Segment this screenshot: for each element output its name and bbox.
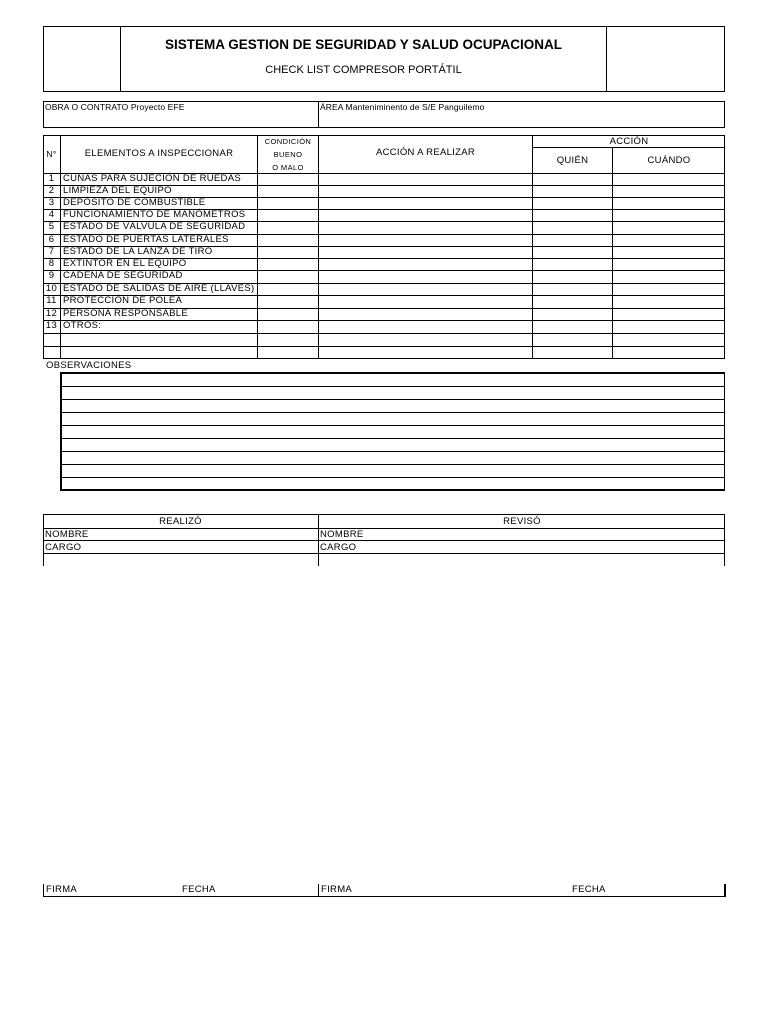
row-line (43, 346, 725, 347)
table-row-2-n: 2 (48, 185, 55, 196)
table-row-13-item: OTROS: (63, 320, 102, 331)
col-header-accion-realizar: ACCIÓN A REALIZAR (375, 147, 476, 158)
observaciones-line (61, 438, 725, 439)
header-logo-divider (120, 26, 121, 92)
observaciones-line (61, 399, 725, 400)
signature-cargo-line (43, 553, 725, 554)
signature-header-line (43, 528, 725, 529)
table-row-7-n: 7 (48, 246, 55, 257)
realizo-fecha-field[interactable]: FECHA (182, 884, 216, 895)
table-row-3-item: DEPÓSITO DE COMBUSTIBLE (63, 197, 206, 208)
observaciones-label: OBSERVACIONES (46, 360, 132, 371)
table-row-13-n: 13 (45, 320, 58, 331)
table-row-5-n: 5 (48, 221, 55, 232)
col-header-condicion-3: O MALO (272, 163, 304, 172)
row-line (43, 320, 725, 321)
observaciones-box[interactable] (60, 372, 725, 491)
table-row-6-n: 6 (48, 234, 55, 245)
table-row-10-n: 10 (45, 283, 58, 294)
table-row-6-item: ESTADO DE PUERTAS LATERALES (63, 234, 229, 245)
observaciones-line (61, 425, 725, 426)
table-row-11-item: PROTECCIÓN DE POLEA (63, 295, 183, 306)
document-title: SISTEMA GESTION DE SEGURIDAD Y SALUD OCUPACIONAL (164, 37, 563, 52)
obra-contrato-field[interactable]: OBRA O CONTRATO Proyecto EFE (45, 102, 185, 112)
row-line (43, 333, 725, 334)
accion-subheader-line (532, 147, 725, 148)
table-row-3-n: 3 (48, 197, 55, 208)
observaciones-line (61, 386, 725, 387)
observaciones-line (61, 464, 725, 465)
table-row-1-n: 1 (48, 173, 55, 184)
reviso-cargo-field[interactable]: CARGO (320, 542, 357, 553)
table-row-2-item: LIMPIEZA DEL EQUIPO (63, 185, 172, 196)
table-row-1-item: CUÑAS PARA SUJECIÓN DE RUEDAS (63, 173, 241, 184)
reviso-nombre-field[interactable]: NOMBRE (320, 529, 364, 540)
reviso-firma-field[interactable]: FIRMA (321, 884, 353, 895)
col-header-condicion-2: BUENO (273, 150, 303, 159)
col-line-accion (532, 135, 533, 359)
table-row-12-item: PERSONA RESPONSABLE (63, 308, 189, 319)
table-row-9-item: CADENA DE SEGURIDAD (63, 270, 183, 281)
col-line-condicion (318, 135, 319, 359)
firma-center-tick (318, 884, 319, 897)
table-row-4-n: 4 (48, 209, 55, 220)
table-row-4-item: FUNCIONAMIENTO DE MANÓMETROS (63, 209, 246, 220)
area-field[interactable]: ÁREA Manteniminento de S/E Panguilemo (320, 102, 485, 112)
col-header-n: N° (46, 149, 57, 159)
reviso-header: REVISÓ (503, 516, 541, 527)
signature-nombre-line (43, 540, 725, 541)
header-right-divider (606, 26, 607, 92)
realizo-nombre-field[interactable]: NOMBRE (45, 529, 89, 540)
table-row-8-item: EXTINTOR EN EL EQUIPO (63, 258, 187, 269)
col-line-n (60, 135, 61, 359)
realizo-header: REALIZÓ (159, 516, 202, 527)
observaciones-line (61, 412, 725, 413)
reviso-fecha-field[interactable]: FECHA (572, 884, 606, 895)
col-header-accion: ACCIÓN (609, 136, 649, 147)
firma-line (43, 896, 725, 897)
firma-left-tick (43, 884, 44, 897)
signature-top-line (43, 514, 725, 515)
observaciones-line (61, 451, 725, 452)
header-box (43, 26, 725, 92)
table-row-10-item: ESTADO DE SALIDAS DE AIRE (LLAVES) (63, 283, 255, 294)
firma-right-tick (724, 884, 726, 897)
col-header-cuando: CUÁNDO (647, 155, 691, 166)
col-header-quien: QUIÉN (556, 155, 589, 166)
document-subtitle: CHECK LIST COMPRESOR PORTÁTIL (265, 64, 462, 76)
table-row-5-item: ESTADO DE VÁLVULA DE SEGURIDAD (63, 221, 246, 232)
realizo-cargo-field[interactable]: CARGO (45, 542, 82, 553)
col-header-condicion-1: CONDICIÓN (264, 137, 312, 146)
col-header-elementos: ELEMENTOS A INSPECCIONAR (84, 148, 234, 159)
table-row-7-item: ESTADO DE LA LANZA DE TIRO (63, 246, 213, 257)
table-row-12-n: 12 (45, 308, 58, 319)
table-row-11-n: 11 (46, 295, 57, 306)
col-line-quien (612, 148, 613, 359)
info-divider (318, 101, 319, 128)
table-row-9-n: 9 (48, 270, 55, 281)
observaciones-line (61, 477, 725, 478)
realizo-firma-field[interactable]: FIRMA (46, 884, 78, 895)
table-row-8-n: 8 (48, 258, 55, 269)
